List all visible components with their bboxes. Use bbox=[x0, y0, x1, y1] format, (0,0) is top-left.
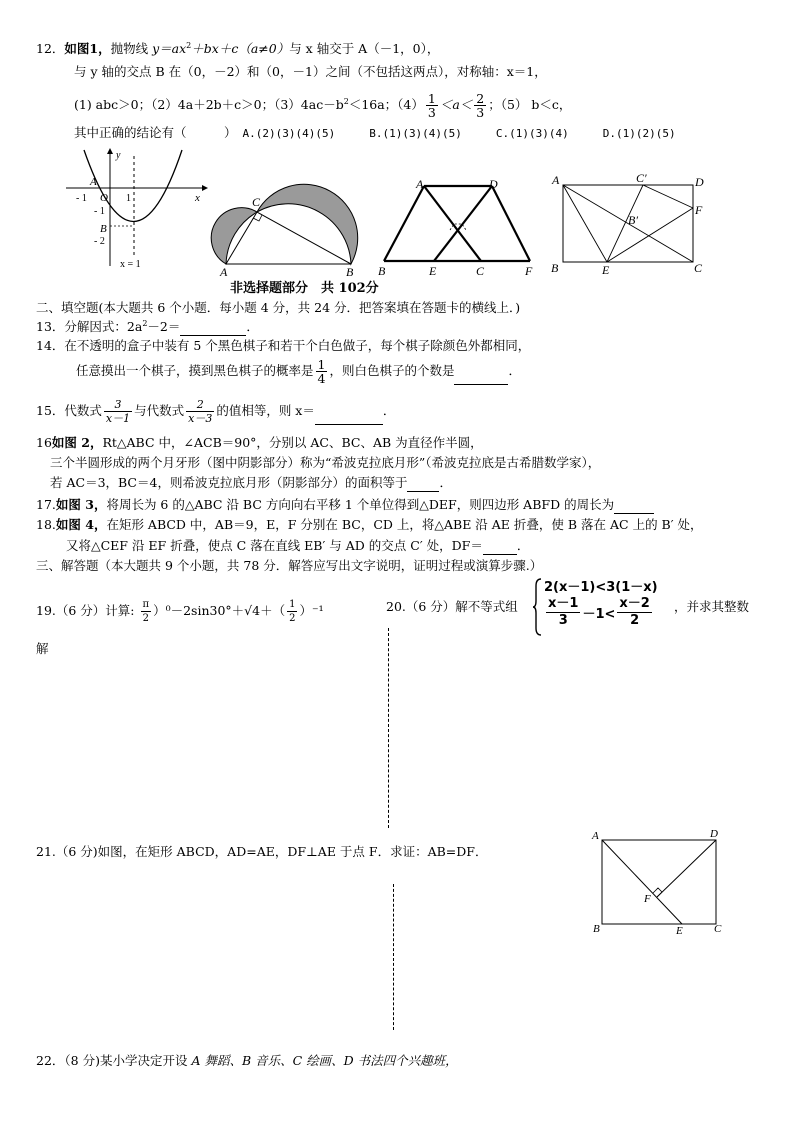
figure-21-rectangle bbox=[588, 826, 728, 938]
label-b: B bbox=[346, 265, 354, 278]
label-f: F bbox=[525, 264, 533, 278]
label-minus-two: - 2 bbox=[94, 236, 105, 247]
q16-line2: 三个半圆形成的两个月牙形（图中阴影部分）称为“希波克拉底月形”（希波克拉底是古希腊数学家）， bbox=[50, 455, 601, 470]
q18-line1: 18.如图 4，在矩形 ABCD 中，AB＝9，E，F 分别在 BC，CD 上，将△ABE 沿 AE 折叠，使 B 落在 AC 上的 B′ 处， bbox=[36, 517, 703, 532]
q16-line3: 若 AC＝3，BC＝4，则希波克拉底月形（阴影部分）的面积等于 ． bbox=[50, 475, 452, 490]
figure-1-parabola bbox=[62, 148, 208, 270]
fraction-one-third: $\frac{1}{3}$ bbox=[427, 91, 436, 120]
option-b: B.(1)(3)(4)(5) bbox=[369, 127, 462, 140]
q20-suffix-wrap: 解 bbox=[36, 641, 49, 656]
figure-4-rectangle bbox=[548, 170, 718, 278]
fraction-3-over-x-minus-1: $\frac{3}{x-1}$ bbox=[105, 398, 131, 425]
label-e: E bbox=[429, 264, 437, 278]
answer-blank-17[interactable] bbox=[614, 499, 654, 514]
fraction-x-minus-1-over-3: $\frac{x-1}{3}$ bbox=[548, 596, 579, 628]
option-c: C.(1)(3)(4) bbox=[495, 127, 569, 140]
label-c: C bbox=[252, 195, 261, 209]
section-header: 非选择题部分 共 102分 bbox=[230, 281, 379, 296]
q20-suffix: ，并求其整数 bbox=[674, 599, 750, 614]
label-x: x bbox=[195, 192, 200, 204]
q14-line1: 14．在不透明的盒子中装有 5 个黑色棋子和若干个白色做子，每个棋子除颜色外都相同， bbox=[36, 338, 531, 353]
label-origin: O bbox=[100, 192, 108, 204]
q20-prompt: 20.（6 分）解不等式组 bbox=[386, 599, 518, 614]
y-axis-arrow bbox=[107, 148, 113, 154]
answer-blank-13[interactable] bbox=[180, 321, 246, 336]
q12-line3: (1) abc＞0；（2）4a＋2b＋c＞0；$(3)4ac-b^2<16a$；（4） $\frac{1}{3}$ ＜a＜ $\frac{2}{3}$ ；（5） b＜c， bbox=[74, 91, 572, 120]
label-b: B bbox=[100, 223, 107, 235]
q16-line1: 16如图 2，Rt△ABC 中，∠ACB＝90°，分别以 AC、BC、AB 为直径作半圆， bbox=[36, 435, 483, 450]
x-axis-arrow bbox=[202, 185, 208, 191]
option-d: D.(1)(2)(5) bbox=[602, 127, 676, 140]
side-ab bbox=[384, 186, 424, 261]
segment-df bbox=[657, 840, 716, 897]
label-b: B bbox=[593, 923, 600, 935]
label-b-prime: B′ bbox=[628, 213, 638, 227]
label-a: A bbox=[90, 176, 97, 188]
answer-blank-16[interactable] bbox=[407, 477, 439, 492]
label-b: B bbox=[551, 261, 559, 275]
line-c1f bbox=[643, 185, 693, 208]
label-e: E bbox=[676, 925, 683, 937]
answer-blank-18[interactable] bbox=[483, 540, 517, 555]
label-a: A bbox=[416, 177, 424, 191]
label-a: A bbox=[552, 173, 560, 187]
fraction-2-over-x-minus-3: $\frac{2}{x-3}$ bbox=[188, 398, 213, 425]
label-e: E bbox=[602, 263, 610, 277]
label-one: 1 bbox=[126, 193, 131, 204]
q21: 21.（6 分)如图，在矩形 ABCD，AD=AE，DF⊥AE 于点 F．求证：AB=DF． bbox=[36, 844, 488, 859]
fold-ae bbox=[563, 185, 607, 262]
side-de bbox=[434, 186, 492, 261]
label-minus-one-x: - 1 bbox=[76, 193, 87, 204]
answer-divider-2 bbox=[393, 884, 394, 1030]
label-c-prime: C′ bbox=[636, 171, 647, 185]
q12-line4: 其中正确的结论有（ ） A.(2)(3)(4)(5) B.(1)(3)(4)(5) C.(1)(3)(4) D.(1)(2)(5) bbox=[74, 125, 676, 140]
answer-blank-15[interactable] bbox=[315, 410, 383, 425]
q14-line2: 任意摸出一个棋子，摸到黑色棋子的概率是 $\frac{1}{4}$ ，则白色棋子的个数是 ． bbox=[76, 357, 521, 386]
label-b: B bbox=[378, 264, 386, 278]
fraction-one-fourth: $\frac{1}{4}$ bbox=[317, 357, 326, 386]
label-f: F bbox=[644, 893, 651, 905]
segment-ae bbox=[602, 840, 682, 924]
option-a: A.(2)(3)(4)(5) bbox=[242, 127, 336, 140]
inequality-row-2: $\frac{x-1}{3}$ －1< $\frac{x-2}{2}$ bbox=[548, 596, 650, 628]
side-ac bbox=[424, 186, 481, 261]
label-minus-one: - 1 bbox=[94, 206, 105, 217]
label-f: F bbox=[695, 203, 703, 217]
label-c: C bbox=[694, 261, 703, 275]
rectangle-abcd bbox=[602, 840, 716, 924]
left-brace bbox=[532, 578, 542, 636]
part-two-heading: 二、填空题(本大题共 6 个小题．每小题 4 分，共 24 分．把答案填在答题卡的横线上．) bbox=[36, 300, 521, 315]
fraction-pi-over-2: $\frac{\pi}{2}$ bbox=[142, 599, 150, 624]
label-d: D bbox=[710, 828, 718, 840]
q18-line2: 又将△CEF 沿 EF 折叠，使点 C 落在直线 EB′ 与 AD 的交点 C′ 处，DF＝ ． bbox=[66, 538, 530, 553]
q12-line1: 12．如图1，抛物线 $y=ax^2+bx+c(a\ne 0)$与 x 轴交于 A（－1，0）， bbox=[36, 40, 440, 56]
fraction-two-thirds: $\frac{2}{3}$ bbox=[476, 91, 485, 120]
q17: 17.如图 3，将周长为 6 的△ABC 沿 BC 方向向右平移 1 个单位得到△DEF，则四边形 ABFD 的周长为 bbox=[36, 496, 654, 514]
label-axis-x1: x = 1 bbox=[120, 259, 141, 270]
figure-3-triangles bbox=[374, 176, 544, 278]
label-a: A bbox=[220, 265, 228, 278]
side-df bbox=[492, 186, 530, 261]
inequality-row-1: 2(x－1)<3(1－x) bbox=[544, 580, 658, 595]
figure-2-lunes bbox=[210, 180, 362, 278]
q15: 15．代数式 $\frac{3}{x-1}$ 与代数式 $\frac{2}{x-3}$ 的值相等，则 x＝ ． bbox=[36, 398, 396, 425]
label-a: A bbox=[592, 830, 599, 842]
label-y: y bbox=[116, 150, 121, 161]
q22: 22．（8 分)某小学决定开设 A 舞蹈、B 音乐、C 绘画、D 书法四个兴趣班， bbox=[36, 1053, 458, 1068]
answer-blank-14[interactable] bbox=[454, 370, 508, 385]
fraction-one-half: $\frac{1}{2}$ bbox=[289, 599, 296, 624]
part-three-heading: 三、解答题（本大题共 9 个小题，共 78 分．解答应写出文字说明，证明过程或演算步骤.） bbox=[36, 558, 543, 573]
label-c: C bbox=[476, 264, 485, 278]
answer-divider-1 bbox=[388, 628, 389, 828]
q19: 19.（6 分）计算: $\frac{\pi}{2}$ ）⁰－2sin30°＋√4＋（ $\frac{1}{2}$ ）⁻¹ bbox=[36, 599, 324, 624]
label-c: C bbox=[714, 923, 722, 935]
fraction-x-minus-2-over-2: $\frac{x-2}{2}$ bbox=[619, 596, 650, 628]
label-d: D bbox=[695, 175, 704, 189]
q12-line2: 与 y 轴的交点 B 在（0，－2）和（0，－1）之间（不包括这两点），对称轴：x＝1， bbox=[74, 64, 547, 79]
q13: 13．分解因式：$2a^2-2=$ ． bbox=[36, 318, 259, 334]
label-d: D bbox=[489, 177, 498, 191]
